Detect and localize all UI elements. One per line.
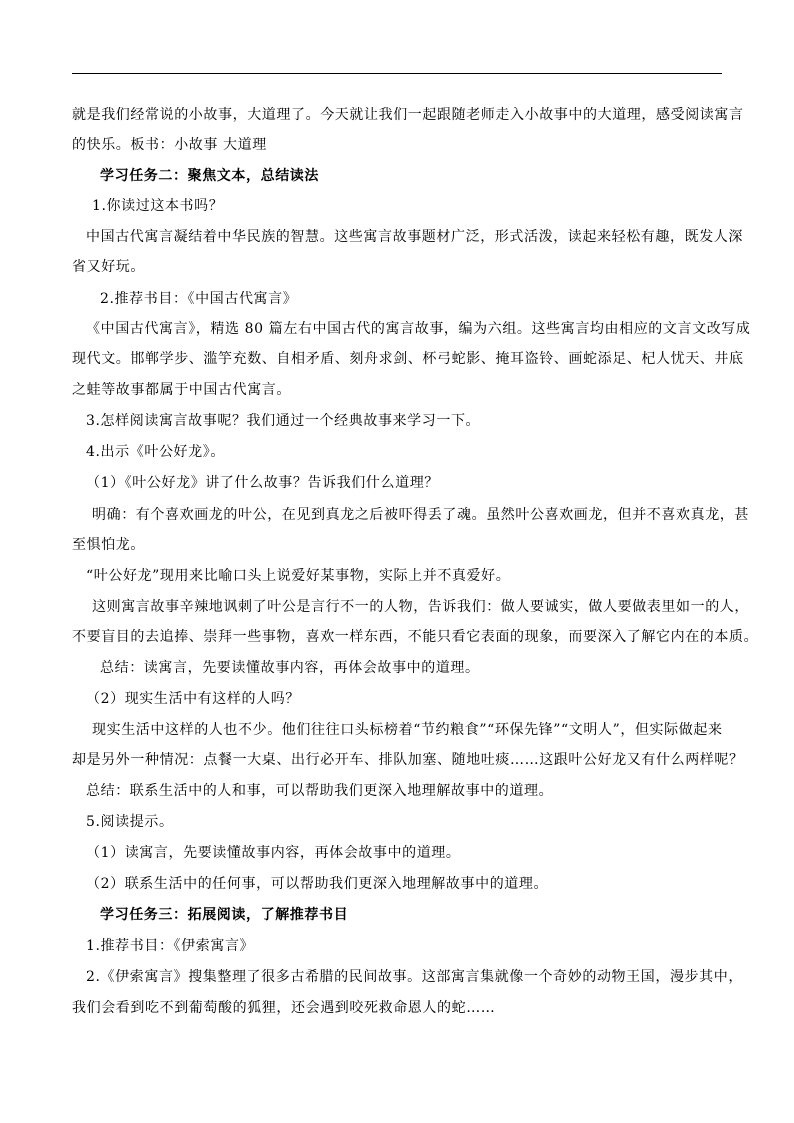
- question-line: （2）现实生活中有这样的人吗？: [86, 691, 300, 707]
- header-rule: [72, 73, 722, 74]
- list-item: 1.推荐书目：《伊索寓言》: [86, 938, 255, 954]
- paragraph-line: 这则寓言故事辛辣地讽刺了叶公是言行不一的人物，告诉我们：做人要诚实，做人要做表里如一的人，: [92, 599, 749, 615]
- paragraph-line: 就是我们经常说的小故事，大道理了。今天就让我们一起跟随老师走入小故事中的大道理，感受阅读寓言: [72, 107, 744, 123]
- paragraph-line: 至惧怕龙。: [72, 537, 145, 553]
- list-item: 3.怎样阅读寓言故事呢？我们通过一个经典故事来学习一下。: [86, 413, 481, 429]
- list-item: （2）联系生活中的任何事，可以帮助我们更深入地理解故事中的道理。: [86, 876, 549, 892]
- list-item: 1.你读过这本书吗？: [92, 198, 224, 214]
- paragraph-line: 却是另外一种情况：点餐一大桌、出行必开车、排队加塞、随地吐痰……这跟叶公好龙又有什么两样呢？: [72, 752, 744, 768]
- list-item: 5.阅读提示。: [86, 814, 174, 830]
- list-item: 4.出示《叶公好龙》。: [86, 444, 225, 460]
- paragraph-line: 之蛙等故事都属于中国古代寓言。: [72, 382, 291, 398]
- paragraph-line: 不要盲目的去追捧、崇拜一些事物，喜欢一样东西，不能只看它表面的现象，而要深入了解它内在的本质。: [72, 629, 759, 645]
- paragraph-line: 省又好玩。: [72, 259, 145, 275]
- paragraph-line: “叶公好龙”现用来比喻口头上说爱好某事物，实际上并不真爱好。: [86, 568, 511, 584]
- paragraph-line: 中国古代寓言凝结着中华民族的智慧。这些寓言故事题材广泛，形式活泼，读起来轻松有趣，既发人深: [86, 229, 743, 245]
- paragraph-line: 现代文。邯郸学步、滥竽充数、自相矛盾、刻舟求剑、杯弓蛇影、掩耳盗铃、画蛇添足、杞人忧天、井底: [72, 351, 744, 367]
- list-item: （1）读寓言，先要读懂故事内容，再体会故事中的道理。: [86, 845, 461, 861]
- paragraph-line: 的快乐。板书：小故事 大道理: [72, 137, 267, 153]
- paragraph-line: 2.《伊索寓言》搜集整理了很多古希腊的民间故事。这部寓言集就像一个奇妙的动物王国，漫步其中，: [86, 969, 743, 985]
- section-heading: 学习任务二：聚焦文本，总结读法: [100, 168, 319, 184]
- paragraph-line: 我们会看到吃不到葡萄酸的狐狸，还会遇到咬死救命恩人的蛇……: [72, 1000, 496, 1016]
- summary-line: 总结：联系生活中的人和事，可以帮助我们更深入地理解故事中的道理。: [86, 783, 554, 799]
- summary-line: 总结：读寓言，先要读懂故事内容，再体会故事中的道理。: [100, 660, 480, 676]
- paragraph-line: 《中国古代寓言》，精选 80 篇左右中国古代的寓言故事，编为六组。这些寓言均由相应的文言文改写成: [86, 321, 751, 337]
- paragraph-line: 明确：有个喜欢画龙的叶公，在见到真龙之后被吓得丢了魂。虽然叶公喜欢画龙，但并不喜欢真龙，甚: [92, 507, 749, 523]
- section-heading: 学习任务三：拓展阅读，了解推荐书目: [100, 907, 349, 923]
- question-line: （1）《叶公好龙》讲了什么故事？告诉我们什么道理？: [86, 475, 439, 491]
- paragraph-line: 现实生活中这样的人也不少。他们往往口头标榜着“节约粮食”“环保先锋”“文明人”，但实际做起来: [92, 722, 723, 738]
- list-item: 2.推荐书目：《中国古代寓言》: [100, 291, 298, 307]
